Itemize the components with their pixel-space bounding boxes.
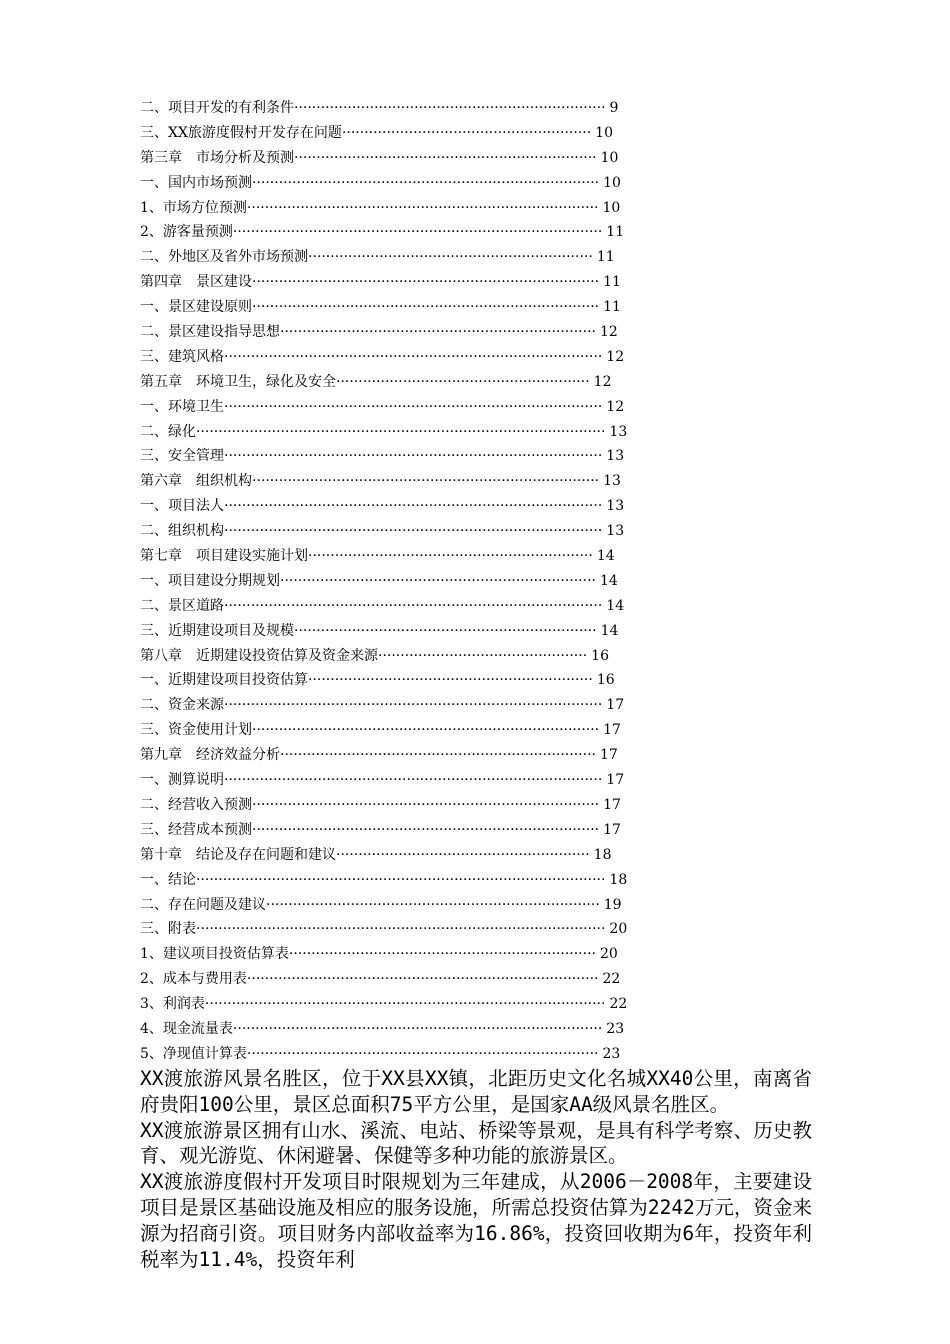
toc-entry-page: 12 [606, 398, 625, 415]
summary-paragraph-features: XX渡旅游景区拥有山水、溪流、电站、桥梁等景观，是具有科学考察、历史教育、观光游览、休闲避暑、保健等多种功能的旅游景区。 [140, 1118, 812, 1168]
toc-entry[interactable] [140, 245, 820, 270]
toc-entry-page: 10 [603, 174, 621, 191]
toc-entry-page: 11 [606, 224, 625, 241]
toc-leader-dots: ····················································································· [224, 448, 603, 465]
toc-leader-dots: ······································································ [294, 100, 606, 116]
toc-entry-page: 23 [602, 1045, 621, 1062]
toc-entry-page: 16 [596, 672, 615, 689]
toc-leader-dots: ···························································································· [196, 871, 606, 888]
toc-entry-page: 18 [609, 871, 628, 888]
toc-leader-dots: ·············································································· [252, 174, 600, 191]
toc-leader-dots: ·············································································· [252, 796, 600, 813]
toc-leader-dots: ································································ [308, 548, 593, 565]
toc-entry-page: 17 [599, 747, 618, 764]
toc-leader-dots: ··················································································· [232, 1020, 603, 1037]
toc-entry-title: 三、资金使用计划 [140, 722, 252, 739]
toc-leader-dots: ························································· [336, 846, 590, 863]
toc-entry-title: 二、外地区及省外市场预测 [140, 249, 308, 266]
toc-entry-page: 10 [602, 199, 621, 216]
toc-entry[interactable] [140, 469, 820, 494]
toc-entry[interactable] [140, 395, 820, 420]
toc-leader-dots: ····················································································· [224, 523, 603, 540]
toc-entry[interactable] [140, 1042, 820, 1067]
toc-entry-title: 二、组织机构 [140, 523, 224, 540]
toc-entry-title: 二、资金来源 [140, 697, 224, 714]
summary-text [140, 1066, 812, 1272]
toc-leader-dots: ··············································································· [246, 199, 599, 216]
toc-entry-page: 20 [609, 921, 628, 938]
toc-entry-page: 17 [603, 821, 621, 838]
toc-entry-title: 二、景区建设指导思想 [140, 324, 280, 341]
toc-entry[interactable] [140, 320, 820, 345]
toc-entry-page: 12 [599, 324, 618, 341]
toc-leader-dots: ··················································································· [232, 224, 603, 241]
toc-leader-dots: ······································································· [280, 324, 596, 341]
toc-entry[interactable] [140, 992, 820, 1017]
toc-entry[interactable] [140, 146, 820, 171]
toc-leader-dots: ································································ [308, 672, 593, 689]
toc-entry-title: 二、存在问题及建议 [140, 896, 266, 913]
toc-entry-page: 19 [603, 896, 622, 913]
summary-paragraph-investment: XX渡旅游度假村开发项目时限规划为三年建成，从2006－2008年，主要建设项目是景区基础设施及相应的服务设施，所需总投资估算为2242万元，资金来源为招商引资。项目财务内部收益率为16.86%，投资回收期为6年，投资年利税率为11.4%，投资年利 [140, 1170, 812, 1271]
toc-entry[interactable] [140, 171, 820, 196]
toc-entry[interactable] [140, 345, 820, 370]
toc-entry-title: 二、绿化 [140, 423, 196, 440]
toc-entry-title: 1、建议项目投资估算表 [140, 946, 289, 963]
toc-entry-title: 二、经营收入预测 [140, 796, 252, 813]
toc-entry-page: 14 [606, 597, 625, 614]
toc-entry-title: 二、景区道路 [140, 597, 224, 614]
summary-paragraph-location: XX渡旅游风景名胜区，位于XX县XX镇，北距历史文化名城XX40公里，南离省府贵阳100公里，景区总面积75平方公里，是国家AA级风景名胜区。 [140, 1067, 812, 1116]
toc-entry[interactable] [140, 843, 820, 868]
table-of-contents [140, 96, 820, 1067]
toc-entry-title: 第七章 项目建设实施计划 [140, 548, 308, 565]
toc-entry-title: 二、项目开发的有利条件 [140, 100, 294, 116]
toc-entry[interactable] [140, 693, 820, 718]
toc-entry[interactable] [140, 494, 820, 519]
toc-entry[interactable] [140, 196, 820, 221]
toc-entry-page: 22 [609, 996, 628, 1013]
toc-leader-dots: ····················································································· [224, 498, 603, 515]
toc-leader-dots: ····················································································· [224, 697, 603, 714]
toc-leader-dots: ··········································································· [266, 896, 600, 913]
toc-entry-title: 一、近期建设项目投资估算 [140, 672, 308, 689]
toc-entry[interactable] [140, 743, 820, 768]
toc-entry-title: 三、附表 [140, 921, 196, 938]
toc-leader-dots: ·············································································· [252, 821, 600, 838]
toc-entry[interactable] [140, 444, 820, 469]
toc-entry-page: 10 [600, 149, 619, 166]
toc-entry[interactable] [140, 917, 820, 942]
toc-entry-title: 一、项目建设分期规划 [140, 572, 280, 589]
toc-list [140, 96, 820, 1067]
toc-entry[interactable] [140, 818, 820, 843]
toc-entry-title: 第九章 经济效益分析 [140, 747, 280, 764]
toc-entry[interactable] [140, 220, 820, 245]
toc-leader-dots: ···························································································· [196, 921, 606, 938]
toc-entry[interactable] [140, 768, 820, 793]
toc-entry-title: 三、经营成本预测 [140, 821, 252, 838]
toc-entry[interactable] [140, 668, 820, 693]
toc-entry-title: 一、环境卫生 [140, 398, 224, 415]
toc-entry-page: 11 [596, 249, 615, 266]
toc-leader-dots: ·············································································· [252, 274, 600, 291]
toc-leader-dots: ··············································································· [246, 1045, 599, 1062]
toc-entry[interactable] [140, 1017, 820, 1042]
toc-entry[interactable] [140, 121, 820, 146]
toc-entry[interactable] [140, 594, 820, 619]
toc-entry-title: 一、测算说明 [140, 772, 224, 789]
toc-entry-title: 4、现金流量表 [140, 1020, 233, 1037]
toc-leader-dots: ···························································································· [196, 423, 606, 440]
toc-entry-page: 17 [606, 772, 625, 789]
toc-entry-page: 14 [600, 622, 619, 639]
toc-entry-page: 23 [606, 1020, 625, 1037]
toc-entry-page: 13 [609, 423, 628, 440]
toc-entry-page: 9 [609, 100, 619, 116]
toc-entry-page: 13 [603, 473, 621, 490]
toc-entry-page: 16 [591, 647, 609, 664]
toc-entry-title: 第五章 环境卫生，绿化及安全 [140, 373, 336, 390]
toc-entry[interactable] [140, 96, 820, 121]
toc-entry-page: 10 [595, 124, 613, 141]
toc-leader-dots: ··············································································· [246, 971, 599, 988]
toc-entry[interactable] [140, 967, 820, 992]
toc-leader-dots: ····················································································· [224, 398, 603, 415]
toc-leader-dots: ···································································· [294, 622, 597, 639]
toc-entry-title: 第四章 景区建设 [140, 274, 252, 291]
toc-leader-dots: ····················································································· [224, 348, 603, 365]
toc-entry-page: 20 [600, 946, 618, 963]
toc-entry-title: 一、结论 [140, 871, 196, 888]
toc-leader-dots: ····················································································· [224, 597, 603, 614]
toc-entry[interactable] [140, 420, 820, 445]
toc-entry-title: 三、安全管理 [140, 448, 224, 465]
toc-entry[interactable] [140, 942, 820, 967]
toc-entry[interactable] [140, 370, 820, 395]
toc-entry-title: 2、游客量预测 [140, 224, 233, 241]
toc-entry-title: 第三章 市场分析及预测 [140, 149, 294, 166]
toc-entry-title: 1、市场方位预测 [140, 199, 247, 216]
toc-entry-page: 17 [606, 697, 625, 714]
toc-leader-dots: ···································································· [294, 149, 597, 166]
toc-entry-page: 11 [603, 299, 621, 316]
toc-entry-title: 一、项目法人 [140, 498, 224, 515]
toc-entry[interactable] [140, 619, 820, 644]
toc-leader-dots: ····································································· [288, 946, 596, 963]
toc-entry-page: 13 [606, 448, 625, 465]
toc-entry-title: 3、利润表 [140, 996, 205, 1013]
toc-entry-page: 14 [596, 548, 615, 565]
toc-leader-dots: ·············································································· [252, 299, 600, 316]
toc-entry[interactable] [140, 644, 820, 669]
toc-leader-dots: ····················································································· [224, 772, 603, 789]
toc-entry-title: 三、XX旅游度假村开发存在问题 [140, 124, 342, 141]
toc-entry[interactable] [140, 718, 820, 743]
toc-entry-title: 三、建筑风格 [140, 348, 224, 365]
toc-entry-page: 12 [593, 373, 612, 390]
toc-entry-title: 一、景区建设原则 [140, 299, 252, 316]
toc-entry-title: 第八章 近期建设投资估算及资金来源 [140, 647, 378, 664]
toc-entry[interactable] [140, 295, 820, 320]
toc-entry-title: 2、成本与费用表 [140, 971, 247, 988]
toc-entry-title: 第六章 组织机构 [140, 473, 252, 490]
toc-entry-page: 18 [593, 846, 612, 863]
toc-entry[interactable] [140, 569, 820, 594]
toc-entry-title: 第十章 结论及存在问题和建议 [140, 846, 336, 863]
toc-entry-page: 11 [603, 274, 621, 291]
toc-entry-page: 17 [603, 796, 621, 813]
toc-entry-title: 一、国内市场预测 [140, 174, 252, 191]
toc-leader-dots: ··············································· [378, 647, 588, 664]
toc-leader-dots: ······································································· [280, 572, 596, 589]
toc-leader-dots: ························································· [336, 373, 590, 390]
toc-leader-dots: ························································ [341, 124, 592, 141]
toc-entry-page: 17 [603, 722, 621, 739]
toc-entry-title: 5、净现值计算表 [140, 1045, 247, 1062]
toc-entry[interactable] [140, 893, 820, 918]
toc-leader-dots: ······································································· [280, 747, 596, 764]
toc-entry-title: 三、近期建设项目及规模 [140, 622, 294, 639]
toc-leader-dots: ·············································································· [252, 722, 600, 739]
toc-entry-page: 13 [606, 523, 625, 540]
toc-entry[interactable] [140, 868, 820, 893]
toc-leader-dots: ·············································································· [252, 473, 600, 490]
toc-entry[interactable] [140, 270, 820, 295]
toc-entry[interactable] [140, 793, 820, 818]
toc-leader-dots: ································································ [308, 249, 593, 266]
toc-leader-dots: ·························································································· [204, 996, 606, 1013]
toc-entry-page: 13 [606, 498, 625, 515]
toc-entry[interactable] [140, 544, 820, 569]
toc-entry-page: 14 [599, 572, 618, 589]
toc-entry-page: 22 [602, 971, 621, 988]
toc-entry-page: 12 [606, 348, 625, 365]
toc-entry[interactable] [140, 519, 820, 544]
